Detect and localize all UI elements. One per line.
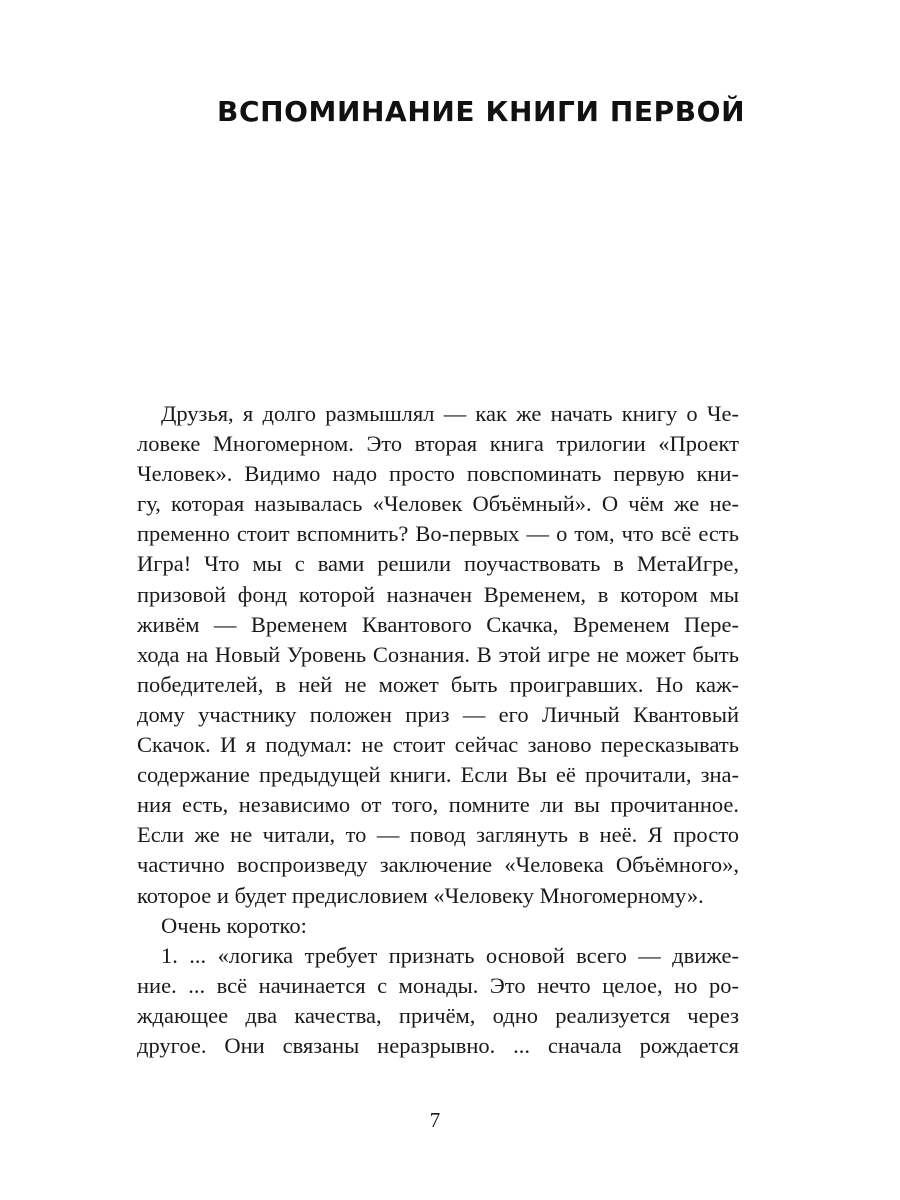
text-line: содержание предыдущей книги. Если Вы её прочитали, зна- bbox=[137, 762, 739, 788]
text-line: победителей, в ней не может быть проигравших. Но каж- bbox=[137, 671, 739, 697]
text-line: Скачок. И я подумал: не стоит сейчас заново пересказывать bbox=[137, 732, 739, 758]
text-line: Очень коротко: bbox=[161, 912, 307, 938]
text-line: пременно стоит вспомнить? Во-первых — о том, что всё есть bbox=[137, 521, 739, 547]
text-line: дому участнику положен приз — его Личный Квантовый bbox=[137, 701, 739, 727]
text-line: 1. ... «логика требует признать основой всего — движе- bbox=[161, 942, 739, 968]
text-line: ловеке Многомерном. Это вторая книга трилогии «Проект bbox=[137, 431, 739, 457]
text-line: Игра! Что мы с вами решили поучаствовать в МетаИгре, bbox=[137, 551, 739, 577]
body-text bbox=[137, 399, 739, 1061]
text-line: ния есть, независимо от того, помните ли вы прочитанное. bbox=[137, 792, 739, 818]
text-line: живём — Временем Квантового Скачка, Временем Пере- bbox=[137, 611, 739, 637]
text-line: Друзья, я долго размышлял — как же начать книгу о Че- bbox=[161, 401, 739, 426]
text-line: ние. ... всё начинается с монады. Это нечто целое, но ро- bbox=[137, 972, 739, 998]
text-line: призовой фонд которой назначен Временем, в котором мы bbox=[137, 581, 739, 607]
text-line: которое и будет предисловием «Человеку Многомерному». bbox=[137, 882, 704, 908]
text-line: гу, которая называлась «Человек Объёмный». О чём же не- bbox=[137, 491, 739, 517]
page-number: 7 bbox=[429, 1108, 441, 1132]
text-line: частично воспроизведу заключение «Человека Объёмного», bbox=[137, 852, 739, 878]
text-line: Если же не читали, то — повод заглянуть в неё. Я просто bbox=[137, 822, 739, 848]
text-line: ждающее два качества, причём, одно реализуется через bbox=[137, 1002, 739, 1028]
chapter-title: ВСПОМИНАНИЕ КНИГИ ПЕРВОЙ bbox=[217, 95, 746, 128]
text-line: Человек». Видимо надо просто повспоминать первую кни- bbox=[137, 461, 739, 487]
text-line: другое. Они связаны неразрывно. ... сначала рождается bbox=[137, 1032, 739, 1058]
text-line: хода на Новый Уровень Сознания. В этой игре не может быть bbox=[137, 641, 739, 667]
